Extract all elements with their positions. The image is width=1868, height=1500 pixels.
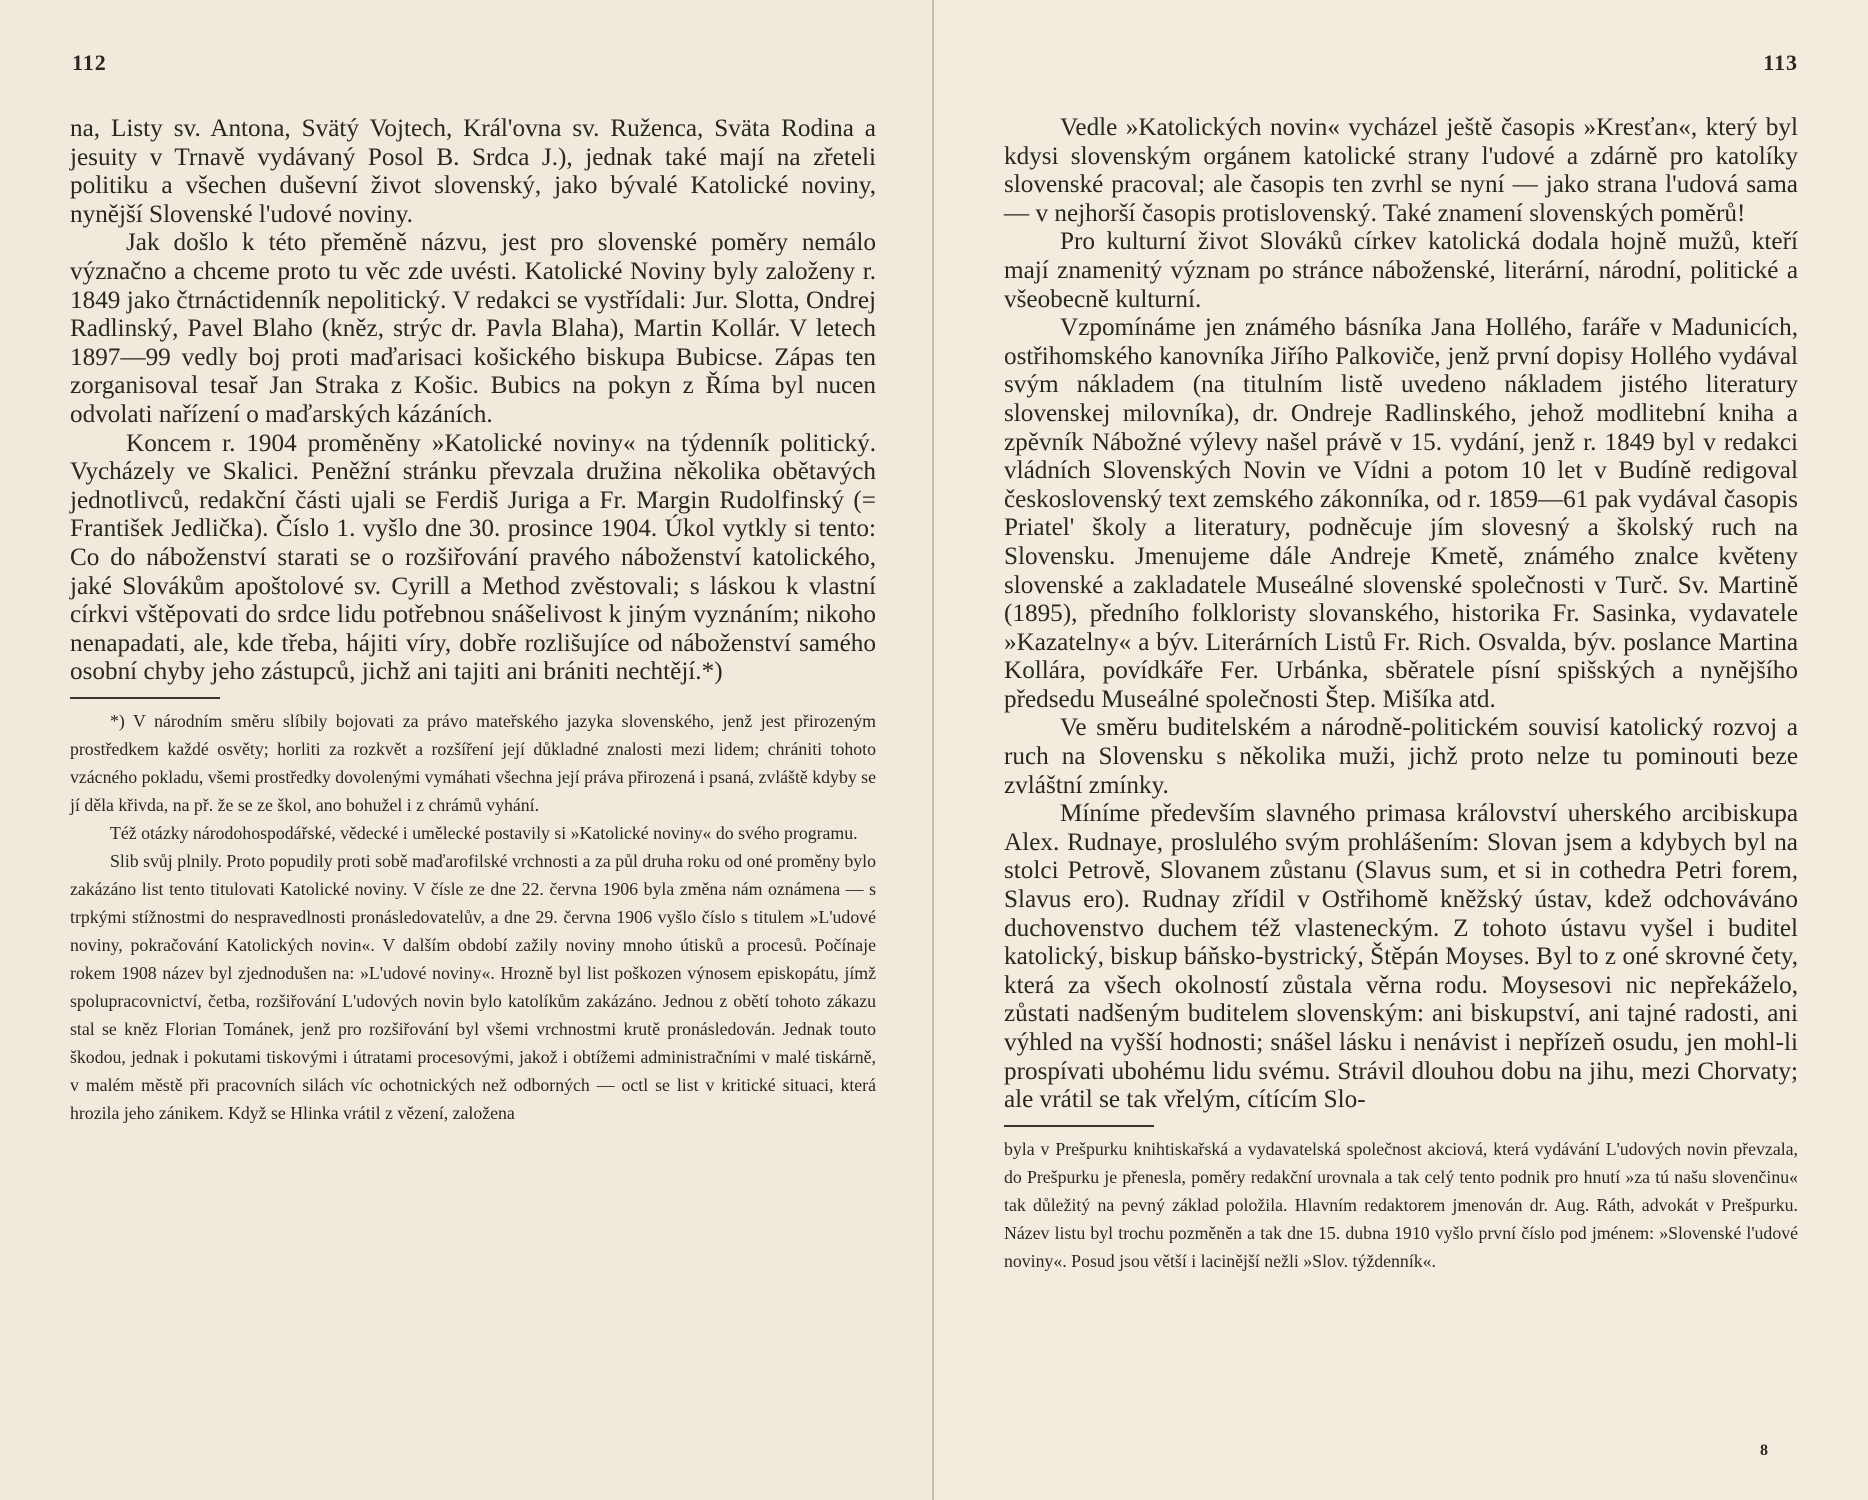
- paragraph: Vzpomínáme jen známého básníka Jana Hollého, faráře v Madunicích, ostřihomského kanovníka Jiřího Palkoviče, jenž první dopisy Hollého vydával svým nákladem (na titulním listě uvedeno nákladem jistého literatury slovenskej milovníka), dr. Ondreje Radlinského, jehož modlitební kniha a zpěvník Nábožné výlevy našel právě v 15. vydání, jenž r. 1849 byl v redakci vládních Slovenských Novin ve Vídni a potom 10 let v Budíně redigoval československý text zemského zákonníka, od r. 1859—61 pak vydával časopis Priatel' školy a literatury, podněcuje jím slovesný a školský ruch na Slovensku. Jmenujeme dále Andreje Kmetě, známého znalce květeny slovenské a zakladatele Museálné slovenské společnosti v Turč. Sv. Martině (1895), předního folkloristy slovanského, historika Fr. Sasinka, vydavatele »Kazatelny« a býv. Literárních Listů Fr. Rich. Osvalda, býv. poslance Martina Kollára, povídkáře Fer. Urbánka, sběratele písní spišských a nynějšího předsedu Museálné společnosti Štep. Mišíka atd.: [1004, 314, 1798, 713]
- signature-mark: 8: [1760, 1442, 1768, 1459]
- paragraph: Ve směru buditelském a národně-politickém souvisí katolický rozvoj a ruch na Slovensku s několika muži, jichž proto nelze tu pominouti beze zvláštní zmínky.: [1004, 714, 1798, 799]
- footnote: *) V národním směru slíbily bojovati za právo mateřského jazyka slovenského, jenž jest přirozeným prostředkem každé osvěty; horliti za rozkvět a rozšíření její důkladné znalosti mezi lidem; chrániti tohoto vzácného pokladu, všemi prostředky dovolenými vymáhati všechna její práva přirozená i psaná, zvláště kdyby se jí děla křivda, na př. že se ze škol, ano bohužel i z chrámů vyhání.: [70, 710, 876, 815]
- footnote-rule: [70, 697, 220, 699]
- footnote-rule: [1004, 1125, 1154, 1127]
- left-page: [0, 0, 932, 1500]
- paragraph: Vedle »Katolických novin« vycházel ještě časopis »Kresťan«, který byl kdysi slovenským orgánem katolické strany l'udové a zdárně pro katolíky slovenské pracoval; ale časopis ten zvrhl se nyní — jako strana l'udová sama — v nejhorší časopis protislovenský. Také znamení slovenských poměrů!: [1004, 114, 1798, 227]
- page-number: 113: [1763, 50, 1798, 75]
- footnotes: [1004, 1135, 1798, 1275]
- page-number: 112: [72, 50, 107, 75]
- footnote: byla v Prešpurku knihtiskařská a vydavatelská společnost akciová, která vydávání L'udových novin převzala, do Prešpurku je přenesla, poměry redakční urovnala a tak celý tento podnik pro hnutí »za tú našu slovenčinu« tak důležitý na pevný základ položila. Hlavním redaktorem jmenován dr. Aug. Ráth, advokát v Prešpurku. Název listu byl trochu pozměněn a tak dne 15. dubna 1910 vyšlo první číslo pod jménem: »Slovenské l'udové noviny«. Posud jsou větší i lacinější nežli »Slov. týždenník«.: [1004, 1138, 1798, 1271]
- main-text: [1004, 114, 1798, 1115]
- footnote: Slib svůj plnily. Proto popudily proti sobě maďarofilské vrchnosti a za půl druha roku od oné proměny bylo zakázáno list tento titulovati Katolické noviny. V čísle ze dne 22. června 1906 byla změna nám oznámena — s trpkými stížnostmi do nespravedlnosti pronásledovatelův, a dne 29. června 1906 vyšlo číslo s titulem »L'udové noviny, pokračování Katolických novin«. V dalším období zažily noviny mnoho útisků a procesů. Počínaje rokem 1908 název byl zjednodušen na: »L'udové noviny«. Hrozně byl list poškozen výnosem episkopátu, jímž spolupracovnictví, četba, rozšiřování L'udových novin bylo katolíkům zakázáno. Jednou z obětí tohoto zákazu stal se kněz Florian Tománek, jenž pro rozšiřování byl všemi vrchnostmi krutě pronásledován. Jednak touto škodou, jednak i pokutami tiskovými i útratami procesovými, jakož i obtížemi administračními v malé tiskárně, v malém městě při pracovních silách víc ochotnických než odborných — octl se list v kritické situaci, která hrozila jeho zánikem. Když se Hlinka vrátil z vězení, založena: [70, 850, 876, 1123]
- footnote: Též otázky národohospodářské, vědecké i umělecké postavily si »Katolické noviny« do svého programu.: [110, 822, 858, 843]
- footnotes: [70, 707, 876, 1127]
- right-page: [932, 0, 1868, 1500]
- paragraph: Pro kulturní život Slováků církev katolická dodala hojně mužů, kteří mají znamenitý význam po stránce náboženské, literární, národní, politické a všeobecně kulturní.: [1004, 228, 1798, 313]
- paragraph: na, Listy sv. Antona, Svätý Vojtech, Král'ovna sv. Ruženca, Sväta Rodina a jesuity v Trnavě vydávaný Posol B. Srdca J.), jednak také mají na zřeteli politiku a všechen duševní život slovenský, jako bývalé Katolické noviny, nynější Slovenské l'udové noviny.: [70, 115, 876, 228]
- paragraph: Míníme především slavného primasa království uherského arcibiskupa Alex. Rudnaye, proslulého svým prohlášením: Slovan jsem a kdybych byl na stolci Petrově, Slovanem zůstanu (Slavus sum, et si in cothedra Petri forem, Slavus ero). Rudnay zřídil v Ostřihomě kněžský ústav, kdež odchováváno duchovenstvo duchem též vlasteneckým. Z tohoto ústavu vyšel i buditel katolický, biskup báňsko-bystrický, Štěpán Moyses. Byl to z oné skrovné čety, která za všech okolností zůstala věrna rodu. Moysesovi nic nepřekáželo, zůstati nadšeným buditelem slovenským: ani biskupství, ani tajné radosti, ani výhled na vyšší hodnosti; snášel lásku i nenávist i nepřízeň osudu, jen mohl-li prospívati ubohému lidu svému. Strávil dlouhou dobu na jihu, mezi Chorvaty; ale vrátil se tak vřelým, cítícím Slo-: [1004, 800, 1798, 1114]
- main-text: [70, 115, 876, 687]
- paragraph: Koncem r. 1904 proměněny »Katolické noviny« na týdenník politický. Vycházely ve Skalici. Peněžní stránku převzala družina několika obětavých jednotlivců, redakční části ujali se Ferdiš Juriga a Fr. Margin Rudolfinský (= František Jedlička). Číslo 1. vyšlo dne 30. prosince 1904. Úkol vytkly si tento: Co do náboženství starati se o rozšiřování pravého náboženství katolického, jaké Slovákům apoštolové sv. Cyrill a Method zvěstovali; s láskou k vlastní církvi vštěpovati do srdce lidu potřebnou snášelivost k jiným vyznáním; nikoho nenapadati, ale, kde třeba, hájiti víry, dobře rozlišujíce od náboženství samého osobní chyby jeho zástupců, jichž ani tajiti ani brániti nechtějí.*): [70, 429, 876, 686]
- paragraph: Jak došlo k této přeměně názvu, jest pro slovenské poměry nemálo význačno a chceme proto tu věc zde uvésti. Katolické Noviny byly založeny r. 1849 jako čtrnáctidenník nepolitický. V redakci se vystřídali: Jur. Slotta, Ondrej Radlinský, Pavel Blaho (kněz, strýc dr. Pavla Blaha), Martin Kollár. V letech 1897—99 vedly boj proti maďarisaci košického biskupa Bubicse. Zápas ten zorganisoval tesař Jan Straka z Košic. Bubics na pokyn z Říma byl nucen odvolati nařízení o maďarských kázáních.: [70, 229, 876, 428]
